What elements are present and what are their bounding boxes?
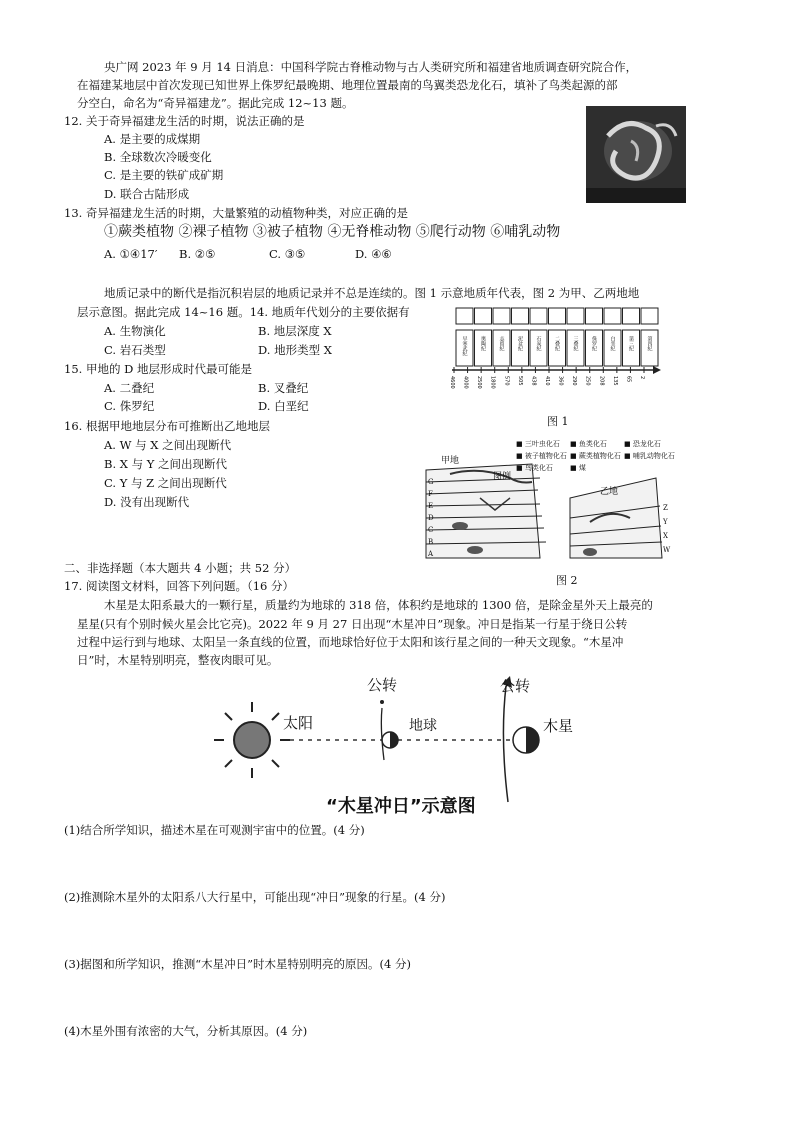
- q17-sub-4: (4)木星外围有浓密的大气，分析其原因。(4 分): [64, 1024, 308, 1038]
- jupiter-icon: [513, 727, 539, 753]
- q13-option-a[interactable]: A. ①④17′: [104, 247, 158, 261]
- earth-label: 地球: [409, 718, 437, 734]
- site-b-label: 乙地: [600, 487, 619, 497]
- q16-option-a[interactable]: A. W 与 X 之间出现断代: [104, 438, 232, 452]
- era-label: 奥陶纪: [480, 336, 486, 351]
- q16-option-c[interactable]: C. Y 与 Z 之间出现断代: [104, 476, 227, 490]
- intro-line-2: 在福建某地层中首次发现已知世界上侏罗纪最晚期、地理位置最南的鸟翼类恐龙化石，填补了鸟类起源的部: [77, 78, 618, 92]
- q15-stem: 15. 甲地的 D 地层形成时代最可能是: [64, 362, 252, 376]
- intro2-line-2: 层示意图。据此完成 14~16 题。14. 地质年代划分的主要依据有: [77, 305, 410, 319]
- q16-option-d[interactable]: D. 没有出现断代: [104, 495, 190, 509]
- era-box: [475, 308, 492, 366]
- legend-item: ■ 蕨类植物化石: [570, 452, 621, 460]
- q13-option-b[interactable]: B. ②⑤: [179, 247, 216, 261]
- era-label: 泥盆纪: [517, 336, 523, 351]
- intro-line-1: 央广网 2023 年 9 月 14 日消息：中国科学院古脊椎动物与古人类研究所和福建省地质调查研究院合作，: [104, 60, 638, 74]
- q16-option-b[interactable]: B. X 与 Y 之间出现断代: [104, 457, 228, 471]
- figure-1-timeline: [448, 306, 663, 406]
- q12-option-a[interactable]: A. 是主要的成煤期: [104, 132, 201, 146]
- timeline-tick-label: 290: [571, 376, 578, 386]
- q17-para-1: 木星是太阳系最大的一颗行星，质量约为地球的 318 倍，体积约是地球的 1300 倍，是除金星外天上最亮的: [104, 598, 653, 612]
- era-label: 第四纪: [646, 336, 653, 351]
- q12-option-b[interactable]: B. 全球数次冷暖变化: [104, 150, 212, 164]
- q17-stem: 17. 阅读图文材料，回答下列问题。（16 分）: [64, 579, 294, 593]
- legend-item: ■ 被子植物化石: [516, 452, 567, 460]
- q14-option-d[interactable]: D. 地形类型 X: [258, 343, 332, 357]
- diagram-title: “木星冲日”示意图: [326, 796, 476, 817]
- fossil-photo: [586, 106, 686, 203]
- jupiter-label: 木星: [543, 717, 574, 735]
- timeline-tick-label: 135: [611, 376, 618, 386]
- q13-option-d[interactable]: D. ④⑥: [355, 247, 392, 261]
- sun-label: 太阳: [283, 714, 314, 732]
- q15-option-c[interactable]: C. 侏罗纪: [104, 399, 155, 413]
- era-box: [641, 308, 658, 366]
- timeline-tick-label: 570: [503, 376, 510, 386]
- q14-option-b[interactable]: B. 地层深度 X: [258, 324, 332, 338]
- layer-label: Y: [663, 518, 668, 526]
- era-box: [512, 308, 529, 366]
- layer-label: B: [428, 538, 434, 546]
- timeline-tick-label: 1800: [489, 376, 496, 389]
- legend-item: ■ 鸟类化石: [516, 464, 553, 472]
- q17-para-4: 日”时，木星特别明亮，整夜肉眼可见。: [77, 653, 279, 667]
- q15-option-d[interactable]: D. 白垩纪: [258, 399, 309, 413]
- layer-label: D: [428, 514, 434, 522]
- layer-label: A: [428, 550, 434, 558]
- timeline-tick-label: 505: [516, 376, 523, 386]
- timeline-tick-label: 410: [544, 376, 550, 386]
- era-label: 侏罗纪: [591, 336, 597, 351]
- q12-option-c[interactable]: C. 是主要的铁矿成矿期: [104, 168, 224, 182]
- q17-sub-1: (1)结合所学知识，描述木星在可观测宇宙中的位置。(4 分): [64, 823, 365, 837]
- era-box: [493, 308, 510, 366]
- era-label: 石炭纪: [535, 336, 542, 351]
- earth-orbit-label: 公转: [367, 676, 398, 694]
- figure-2-caption: 图 2: [556, 574, 578, 587]
- timeline-tick-label: 2500: [476, 376, 483, 389]
- era-box: [456, 308, 473, 366]
- q17-sub-3: (3)据图和所学知识，推测“木星冲日”时木星特别明亮的原因。(4 分): [64, 957, 411, 971]
- layer-label: G: [428, 478, 434, 486]
- layer-label: Z: [663, 504, 668, 512]
- layer-label: C: [428, 526, 434, 534]
- era-box: [530, 308, 547, 366]
- timeline-tick-label: 4600: [449, 376, 455, 389]
- q16-stem: 16. 根据甲地地层分布可推断出乙地地层: [64, 419, 270, 433]
- era-box: [549, 308, 566, 366]
- q15-option-a[interactable]: A. 二叠纪: [104, 381, 155, 395]
- era-label: 第三纪: [628, 336, 634, 351]
- era-label: 志留纪: [498, 336, 505, 351]
- era-box: [604, 308, 621, 366]
- legend-item: ■ 煤: [570, 464, 586, 472]
- timeline-tick-label: 438: [530, 376, 537, 386]
- timeline-tick-label: 4000: [462, 376, 469, 389]
- layer-label: F: [428, 490, 433, 498]
- q13-option-c[interactable]: C. ③⑤: [269, 247, 306, 261]
- intro-line-3: 分空白，命名为“奇异福建龙”。据此完成 12~13 题。: [77, 96, 354, 110]
- timeline-tick-label: 250: [584, 376, 591, 386]
- legend-item: ■ 恐龙化石: [624, 440, 661, 448]
- q14-option-a[interactable]: A. 生物演化: [104, 324, 166, 338]
- fossil-image: [586, 106, 686, 203]
- timeline-svg: [448, 306, 663, 406]
- timeline-tick-label: 208: [598, 376, 605, 386]
- jupiter-orbit-label: 公转: [500, 677, 531, 695]
- q15-option-b[interactable]: B. 叉叠纪: [258, 381, 309, 395]
- layer-label: W: [663, 546, 671, 554]
- q12-stem: 12. 关于奇异福建龙生活的时期，说法正确的是: [64, 114, 305, 128]
- q17-para-3: 过程中运行到与地球、太阳呈一条直线的位置，而地球恰好位于太阳和该行星之间的一种天文现象。“木星冲: [77, 635, 624, 649]
- era-label: 三叠纪: [572, 336, 579, 351]
- timeline-tick-label: 2: [639, 376, 645, 380]
- q13-stem: 13. 奇异福建龙生活的时期，大量繁殖的动植物种类，对应正确的是: [64, 206, 408, 220]
- timeline-tick-label: 65: [625, 376, 632, 383]
- layer-label: E: [428, 502, 434, 510]
- legend-title: 图例: [493, 472, 512, 482]
- legend-item: ■ 鱼类化石: [570, 440, 607, 448]
- layer-label: X: [663, 532, 668, 540]
- legend-item: ■ 哺乳动物化石: [624, 452, 675, 460]
- q17-para-2: 星星(只有个别时候火星会比它亮)。2022 年 9 月 27 日出现“木星冲日”现象。冲日是指某一行星于绕日公转: [77, 617, 628, 631]
- q17-sub-2: (2)推测除木星外的太阳系八大行星中，可能出现“冲日”现象的行星。(4 分): [64, 890, 446, 904]
- section-2-title: 二、非选择题（本大题共 4 小题；共 52 分）: [64, 561, 297, 575]
- earth-icon: [382, 732, 398, 748]
- era-box: [567, 308, 584, 366]
- era-box: [586, 308, 603, 366]
- q12-option-d[interactable]: D. 联合古陆形成: [104, 187, 190, 201]
- intro2-line-1: 地质记录中的断代是指沉积岩层的地质记录并不总是连续的。图 1 示意地质年代表，图 2 为甲、乙两地地: [104, 286, 640, 300]
- era-label: 白垩纪: [609, 336, 616, 351]
- q14-option-c[interactable]: C. 岩石类型: [104, 343, 166, 357]
- figure-1-caption: 图 1: [547, 415, 569, 428]
- era-box: [623, 308, 640, 366]
- sun-icon: [214, 702, 290, 778]
- timeline-tick-label: 360: [557, 376, 564, 386]
- site-a-label: 甲地: [441, 456, 460, 466]
- legend-item: ■ 三叶虫化石: [516, 440, 560, 448]
- era-label: 早寒武纪: [461, 336, 468, 356]
- q13-options: ①蕨类植物 ②裸子植物 ③被子植物 ④无脊椎动物 ⑤爬行动物 ⑥哺乳动物: [104, 224, 561, 240]
- era-label: 二叠纪: [554, 336, 560, 351]
